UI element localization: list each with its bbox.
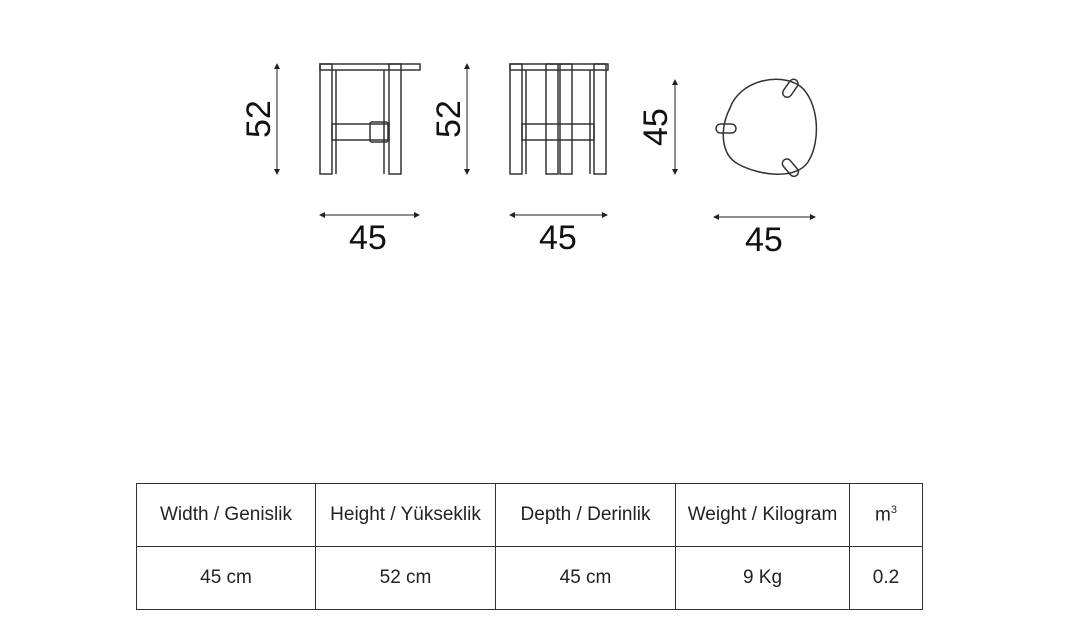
side-height-label: 52	[430, 100, 468, 138]
technical-drawing	[0, 0, 1081, 300]
top-stool-outline	[716, 78, 816, 179]
top-depth-label: 45	[637, 108, 675, 146]
header-depth: Depth / Derinlik	[496, 484, 676, 547]
front-height-label: 52	[240, 100, 278, 138]
header-weight: Weight / Kilogram	[676, 484, 850, 547]
front-stool-outline	[320, 64, 420, 174]
top-width-label: 45	[745, 221, 783, 259]
value-height: 52 cm	[316, 547, 496, 610]
value-weight: 9 Kg	[676, 547, 850, 610]
table-header-row	[137, 484, 923, 547]
top-view	[637, 78, 816, 259]
value-volume: 0.2	[850, 547, 923, 610]
value-depth: 45 cm	[496, 547, 676, 610]
header-width: Width / Genislik	[137, 484, 316, 547]
front-width-label: 45	[349, 219, 387, 257]
front-view	[240, 64, 420, 257]
header-height: Height / Yükseklik	[316, 484, 496, 547]
value-width: 45 cm	[137, 547, 316, 610]
table-row	[137, 547, 923, 610]
specifications-table	[136, 483, 923, 610]
side-stool-outline	[510, 64, 608, 174]
side-view	[430, 64, 608, 257]
side-width-label: 45	[539, 219, 577, 257]
header-volume: $m^3$	[850, 484, 923, 547]
